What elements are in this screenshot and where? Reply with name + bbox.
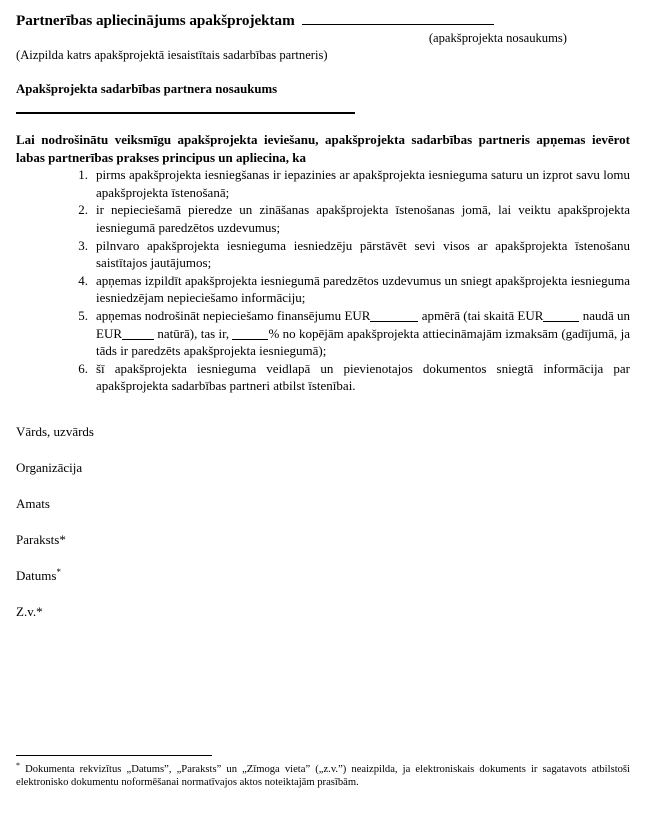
project-name-caption: (apakšprojekta nosaukums)	[428, 31, 567, 45]
field-date[interactable]	[16, 567, 630, 584]
field-signature[interactable]	[16, 531, 630, 548]
clause-text: šī apakšprojekta iesnieguma veidlapā un pievienotajos dokumentos sniegtā informācija par apakšprojekta sadarbības partneri atbilst īstenībai.	[96, 360, 630, 394]
field-name-surname[interactable]	[16, 423, 630, 440]
eur-inkind-amount-blank[interactable]	[122, 339, 154, 340]
clause-item	[16, 201, 630, 236]
clause-item	[16, 166, 630, 201]
clause-item-financing	[16, 307, 630, 360]
footnote-separator	[16, 755, 212, 756]
field-position[interactable]	[16, 495, 630, 512]
clause-number: 4.	[78, 272, 88, 288]
clause-text-part: apmērā (tai skaitā EUR	[421, 307, 544, 323]
clause-number: 5.	[78, 307, 88, 323]
clause-text-part: apņemas nodrošināt nepieciešamo finansējumu EUR	[96, 307, 371, 323]
fill-instruction-note: (Aizpilda katrs apakšprojektā iesaistītais sadarbības partneris)	[16, 48, 328, 62]
partner-name-blank[interactable]	[16, 112, 355, 114]
field-label: Paraksts	[16, 531, 60, 547]
footnote-marker: *	[16, 761, 20, 770]
footnote-text	[16, 763, 630, 790]
clause-list	[16, 166, 630, 395]
document-body	[16, 12, 630, 620]
field-seal-place[interactable]	[16, 603, 630, 620]
clause-text: ir nepieciešamā pieredze un zināšanas apakšprojekta īstenošanas jomā, lai veiktu apakšprojekta iesniegumā paredzētos uzdevumus;	[96, 202, 630, 235]
partner-name-heading: Apakšprojekta sadarbības partnera nosaukums	[16, 82, 278, 96]
clause-item	[16, 237, 630, 272]
field-label: Datums	[16, 567, 57, 583]
footnote-body: Dokumenta rekvizītus „Datums”, „Paraksts” un „Zīmoga vieta” („z.v.”) neaizpilda, ja elektroniskais dokuments ir sagatavots atbilstoši elektronisko dokumentu noformēšanai normatīvajos aktos noteiktajām prasībām.	[16, 764, 630, 789]
percentage-blank[interactable]	[232, 339, 268, 340]
intro-paragraph: Lai nodrošinātu veiksmīgu apakšprojekta ieviešanu, apakšprojekta sadarbības partneris apņemas ievērot labas partnerības prakses principus un apliecina, ka	[16, 132, 630, 165]
clause-text-part: % no kopējām apakšprojekta attiecināmajām izmaksām (gadījumā, ja tāds ir paredzēts apakšprojekta iesniegumā);	[96, 325, 630, 359]
signature-block	[16, 423, 630, 620]
clause-text: pirms apakšprojekta iesniegšanas ir iepazinies ar apakšprojekta iesnieguma saturu un izprot savu lomu apakšprojekta īstenošanā;	[96, 167, 630, 200]
clause-number: 6.	[78, 360, 88, 376]
footnote-marker-inline: *	[59, 531, 66, 547]
page-title: Partnerības apliecinājums apakšprojektam	[16, 12, 295, 29]
clause-number: 3.	[78, 237, 88, 253]
project-name-blank[interactable]	[302, 12, 494, 25]
clause-item	[16, 272, 630, 307]
eur-cash-amount-blank[interactable]	[543, 321, 579, 322]
footnote-marker-superscript: *	[56, 566, 61, 577]
clause-text-part: natūrā), tas ir,	[157, 325, 230, 341]
field-label: Z.v.	[16, 603, 37, 619]
field-label: Amats	[16, 495, 50, 511]
field-label: Vārds, uzvārds	[16, 423, 94, 439]
footnote-area	[16, 755, 630, 790]
clause-text: pilnvaro apakšprojekta iesnieguma iesniedzēju pārstāvēt sevi visos ar apakšprojekta īstenošanu saistītajos jautājumos;	[96, 237, 630, 271]
field-label: Organizācija	[16, 459, 83, 475]
clause-number: 1.	[78, 167, 88, 183]
clause-number: 2.	[78, 202, 88, 218]
title-row	[16, 12, 630, 30]
footnote-marker-inline: *	[36, 603, 43, 619]
clause-text: apņemas izpildīt apakšprojekta iesniegumā paredzētos uzdevumus un sniegt apakšprojekta iesnieguma iesniedzējam nepieciešamo informāciju;	[96, 272, 630, 306]
clause-text-part: naudā un EUR	[96, 307, 631, 341]
eur-total-amount-blank[interactable]	[370, 321, 418, 322]
field-organization[interactable]	[16, 459, 630, 476]
clause-item	[16, 360, 630, 395]
